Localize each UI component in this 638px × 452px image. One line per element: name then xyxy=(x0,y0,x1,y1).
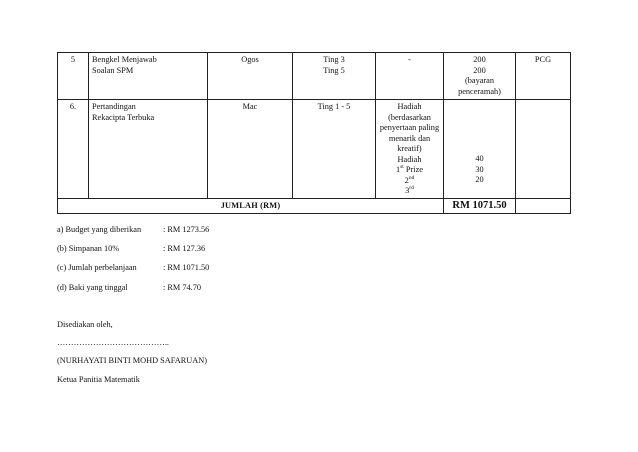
summary-value: : RM 127.36 xyxy=(163,244,206,254)
prize-rank-suffix: st xyxy=(400,164,404,171)
note-line: menarik dan xyxy=(388,133,431,143)
signature-line: ………………………………….. xyxy=(57,338,170,347)
prepared-by-label: Disediakan oleh, xyxy=(57,320,113,329)
activity-line: Rekacipta Terbuka xyxy=(92,112,155,122)
note-line: (berdasarkan xyxy=(388,112,431,122)
cost-cell xyxy=(444,53,516,100)
note-cell xyxy=(376,53,444,100)
summary-label: (b) Simpanan 10% xyxy=(57,244,120,254)
activity-line: Pertandingan xyxy=(92,102,136,111)
prize-rank-suffix: rd xyxy=(409,185,414,192)
level-line: Ting 5 xyxy=(323,65,345,75)
total-amount: RM 1071.50 xyxy=(444,198,516,213)
month-cell: Ogos xyxy=(208,53,293,100)
activity-line: Soalan SPM xyxy=(92,65,134,75)
total-label: JUMLAH (RM) xyxy=(58,198,444,213)
prize-rank: 3 xyxy=(405,186,410,195)
note-line: Hadiah xyxy=(397,102,422,111)
row-number: 6. xyxy=(58,100,89,199)
note-line: Hadiah xyxy=(397,154,422,164)
summary-value: : RM 1071.50 xyxy=(163,263,210,273)
prize-label: Prize xyxy=(403,165,423,174)
level-line: Ting 3 xyxy=(323,55,345,64)
activity-line: Bengkel Menjawab xyxy=(92,55,157,64)
summary-label: (c) Jumlah perbelanjaan xyxy=(57,263,137,273)
row-number: 5 xyxy=(58,53,89,100)
prize-rank: 2 xyxy=(404,175,409,185)
month-cell: Mac xyxy=(208,100,293,199)
level-line: Ting 1 - 5 xyxy=(317,102,351,111)
budget-table xyxy=(57,52,571,214)
signatory-title: Ketua Panitia Matematik xyxy=(57,375,140,384)
cost-line: (bayaran xyxy=(464,76,495,85)
prize-amount: 30 xyxy=(475,164,484,174)
cost-line: 200 xyxy=(473,55,486,64)
cost-spacer xyxy=(447,102,512,154)
remark-cell: PCG xyxy=(516,53,571,100)
level-cell xyxy=(293,100,376,199)
signatory-name: (NURHAYATI BINTI MOHD SAFARUAN) xyxy=(57,356,208,365)
note-line: kreatif) xyxy=(397,144,422,153)
summary-value: : RM 74.70 xyxy=(163,282,202,292)
cost-line: penceramah) xyxy=(458,86,501,96)
activity-cell xyxy=(89,53,208,100)
cost-line: 200 xyxy=(473,65,486,75)
remark-cell xyxy=(516,100,571,199)
table-row xyxy=(58,53,571,100)
prize-rank: 1 xyxy=(396,165,401,174)
total-remark-cell xyxy=(516,198,571,213)
note-line: - xyxy=(408,55,411,64)
summary-label: a) Budget yang diberikan xyxy=(57,225,142,234)
note-cell xyxy=(376,100,444,199)
level-cell xyxy=(293,53,376,100)
prize-amount: 40 xyxy=(475,154,484,163)
activity-cell xyxy=(89,100,208,199)
summary-value: : RM 1273.56 xyxy=(163,225,210,234)
total-row xyxy=(58,198,571,213)
prize-amount: 20 xyxy=(475,175,484,184)
cost-cell xyxy=(444,100,516,199)
table-row xyxy=(58,100,571,199)
summary-label: (d) Baki yang tinggal xyxy=(57,282,128,292)
note-line: penyertaan paling xyxy=(379,123,440,132)
prize-rank-suffix: nd xyxy=(408,174,415,181)
prize-line xyxy=(379,186,440,197)
